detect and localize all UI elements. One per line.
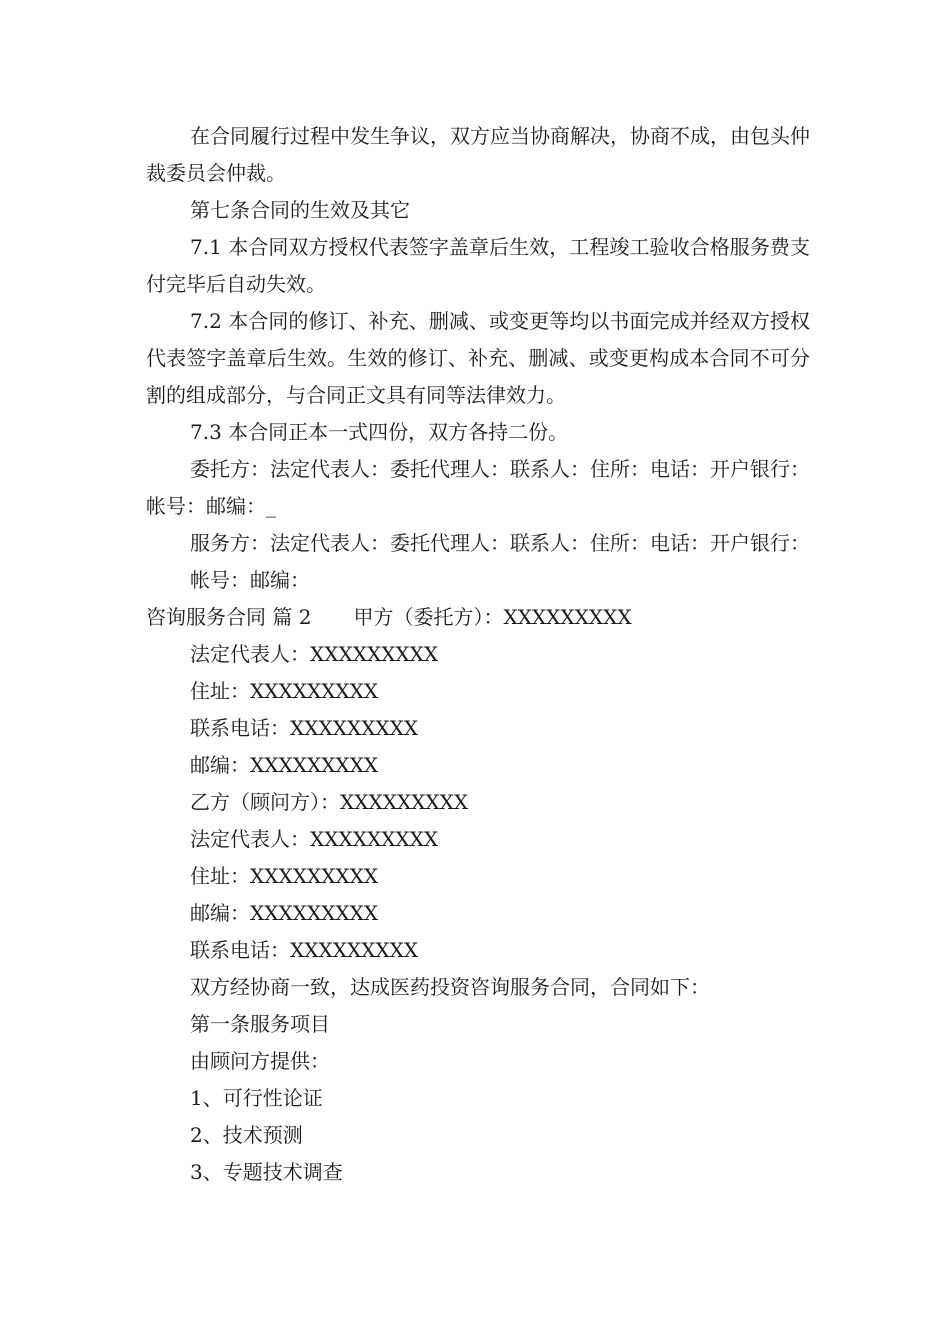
agreement-intro: 双方经协商一致，达成医药投资咨询服务合同，合同如下： bbox=[190, 975, 710, 999]
section-2-header bbox=[146, 599, 810, 636]
clause-7-2: 7.2 本合同的修订、补充、删减、或变更等均以书面完成并经双方授权代表签字盖章后生效。生效的修订、补充、删减、或变更构成本合同不可分割的组成部分，与合同正文具有同等法律效力。 bbox=[146, 309, 810, 407]
heading-article-7: 第七条合同的生效及其它 bbox=[190, 198, 410, 222]
party-a-address: 住址：XXXXXXXXX bbox=[190, 679, 379, 703]
party-b-postcode: 邮编：XXXXXXXXX bbox=[190, 901, 379, 925]
party-a-line: 甲方（委托方）：XXXXXXXXX bbox=[353, 605, 632, 629]
account-postcode-line: 帐号：邮编： bbox=[190, 568, 310, 592]
list-item-2: 2、技术预测 bbox=[190, 1123, 303, 1147]
list-item-1: 1、可行性论证 bbox=[190, 1086, 323, 1110]
provided-by-consultant: 由顾问方提供： bbox=[190, 1049, 330, 1073]
document-body bbox=[146, 118, 810, 1191]
client-signature-block: 委托方：法定代表人：委托代理人：联系人：住所：电话：开户银行：帐号：邮编：_ bbox=[146, 457, 810, 518]
clause-7-3: 7.3 本合同正本一式四份，双方各持二份。 bbox=[190, 420, 569, 444]
party-b-address: 住址：XXXXXXXXX bbox=[190, 864, 379, 888]
service-provider-signature-block: 服务方：法定代表人：委托代理人：联系人：住所：电话：开户银行： bbox=[190, 531, 810, 555]
heading-article-1: 第一条服务项目 bbox=[190, 1012, 330, 1036]
paragraph-dispute-resolution: 在合同履行过程中发生争议，双方应当协商解决，协商不成，由包头仲裁委员会仲裁。 bbox=[146, 124, 810, 185]
party-a-legal-rep: 法定代表人：XXXXXXXXX bbox=[190, 642, 439, 666]
party-a-postcode: 邮编：XXXXXXXXX bbox=[190, 753, 379, 777]
clause-7-1: 7.1 本合同双方授权代表签字盖章后生效，工程竣工验收合格服务费支付完毕后自动失效。 bbox=[146, 235, 810, 296]
list-item-3: 3、专题技术调查 bbox=[190, 1160, 343, 1184]
party-b-legal-rep: 法定代表人：XXXXXXXXX bbox=[190, 827, 439, 851]
party-a-phone: 联系电话：XXXXXXXXX bbox=[190, 716, 419, 740]
party-b-phone: 联系电话：XXXXXXXXX bbox=[190, 938, 419, 962]
section-2-title: 咨询服务合同 篇 2 bbox=[146, 605, 312, 629]
party-b-line: 乙方（顾问方）：XXXXXXXXX bbox=[190, 790, 469, 814]
